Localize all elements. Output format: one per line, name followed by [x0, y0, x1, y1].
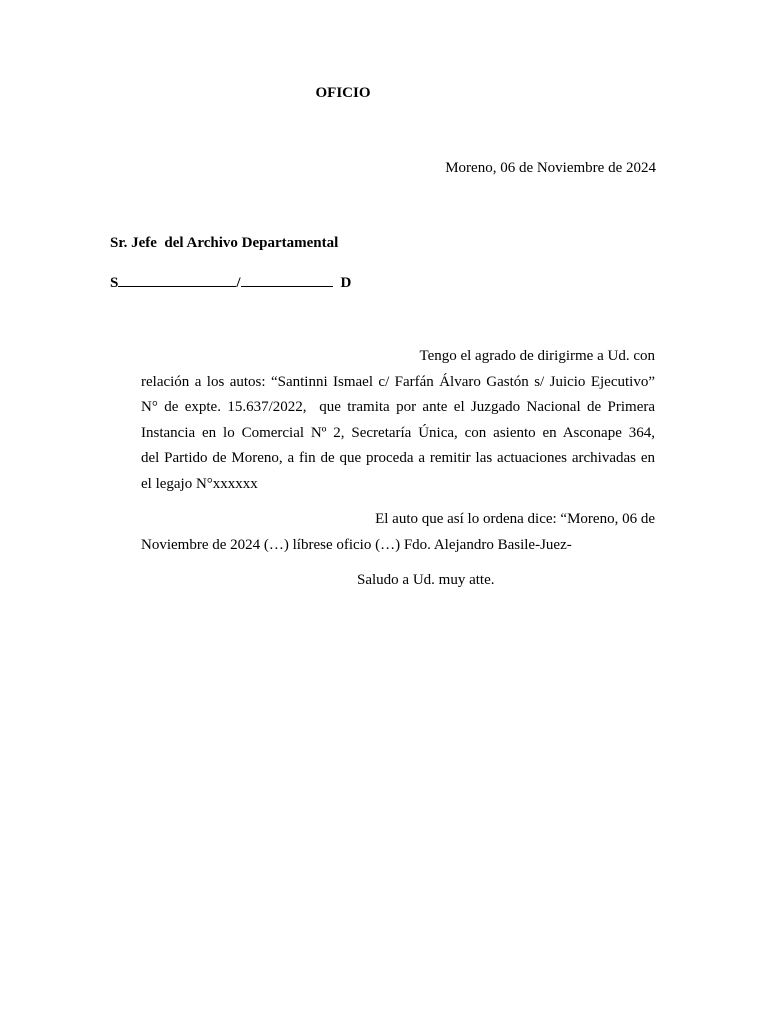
sd-blank-1 [118, 272, 236, 287]
paragraph-line: Noviembre de 2024 (…) líbrese oficio (…) Fdo. Alejandro Basile-Juez- [141, 536, 572, 553]
paragraph-line: del Partido de Moreno, a fin de que proceda a remitir las actuaciones archivadas en [141, 450, 655, 466]
document-title: OFICIO [315, 85, 371, 101]
paragraph-line: El auto que así lo ordena dice: “Moreno, 06 de [375, 511, 655, 527]
paragraph-line: relación a los autos: “Santinni Ismael c/ Farfán Álvaro Gastón s/ Juicio Ejecutivo” [141, 373, 655, 390]
paragraph-line: Instancia en lo Comercial Nº 2, Secretaría Única, con asiento en Asconape 364, [141, 424, 655, 441]
sd-s: S [110, 275, 119, 291]
paragraph-line: Tengo el agrado de dirigirme a Ud. con [419, 348, 655, 364]
sd-blank-2 [241, 272, 333, 287]
paragraph-line: N° de expte. 15.637/2022, que tramita por ante el Juzgado Nacional de Primera [141, 399, 655, 415]
closing-line: Saludo a Ud. muy atte. [357, 572, 495, 588]
paragraph-auto [141, 507, 655, 558]
sd-d: D [340, 275, 352, 291]
sd-slash: / [236, 275, 241, 291]
date-line: Moreno, 06 de Noviembre de 2024 [445, 160, 656, 176]
addressee-line: Sr. Jefe del Archivo Departamental [110, 235, 339, 251]
paragraph-request [141, 344, 655, 497]
sd-line [110, 272, 351, 292]
paragraph-line: el legajo N°xxxxxx [141, 475, 258, 492]
